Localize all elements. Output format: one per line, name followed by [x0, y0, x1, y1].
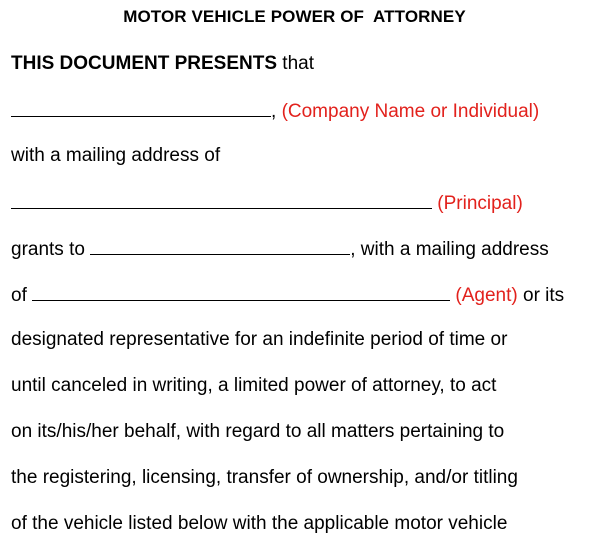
- agent-hint: (Agent): [455, 285, 518, 306]
- agent-name-blank[interactable]: [90, 236, 350, 255]
- principal-address-blank[interactable]: [11, 190, 432, 209]
- body-line-10: the registering, licensing, transfer of ownership, and/or titling: [11, 467, 518, 488]
- principal-hint: (Principal): [437, 193, 523, 214]
- company-name-blank[interactable]: [11, 98, 271, 117]
- body-line-11: of the vehicle listed below with the applicable motor vehicle: [11, 513, 508, 534]
- company-name-hint: (Company Name or Individual): [281, 101, 540, 122]
- agent-of-text: of: [11, 285, 33, 306]
- document-title: MOTOR VEHICLE POWER OF ATTORNEY: [123, 7, 466, 26]
- agent-address-blank[interactable]: [32, 282, 450, 301]
- body-line-9: on its/his/her behalf, with regard to all matters pertaining to: [11, 421, 505, 442]
- grants-to-text: grants to: [11, 239, 91, 260]
- principal-line: [11, 190, 523, 216]
- company-name-separator: ,: [271, 101, 282, 122]
- agent-line: [11, 282, 564, 308]
- presents-line: [11, 52, 314, 76]
- presents-bold-text: THIS DOCUMENT PRESENTS: [11, 53, 278, 74]
- body-line-7: designated representative for an indefinite period of time or: [11, 329, 508, 350]
- mailing-address-line: with a mailing address of: [11, 145, 221, 166]
- grants-to-rest-text: , with a mailing address: [350, 239, 549, 260]
- presents-rest-text: that: [277, 53, 315, 74]
- body-line-8: until canceled in writing, a limited power of attorney, to act: [11, 375, 497, 396]
- grants-to-line: [11, 236, 549, 262]
- company-name-line: [11, 98, 539, 124]
- agent-rest-text: or its: [517, 285, 565, 306]
